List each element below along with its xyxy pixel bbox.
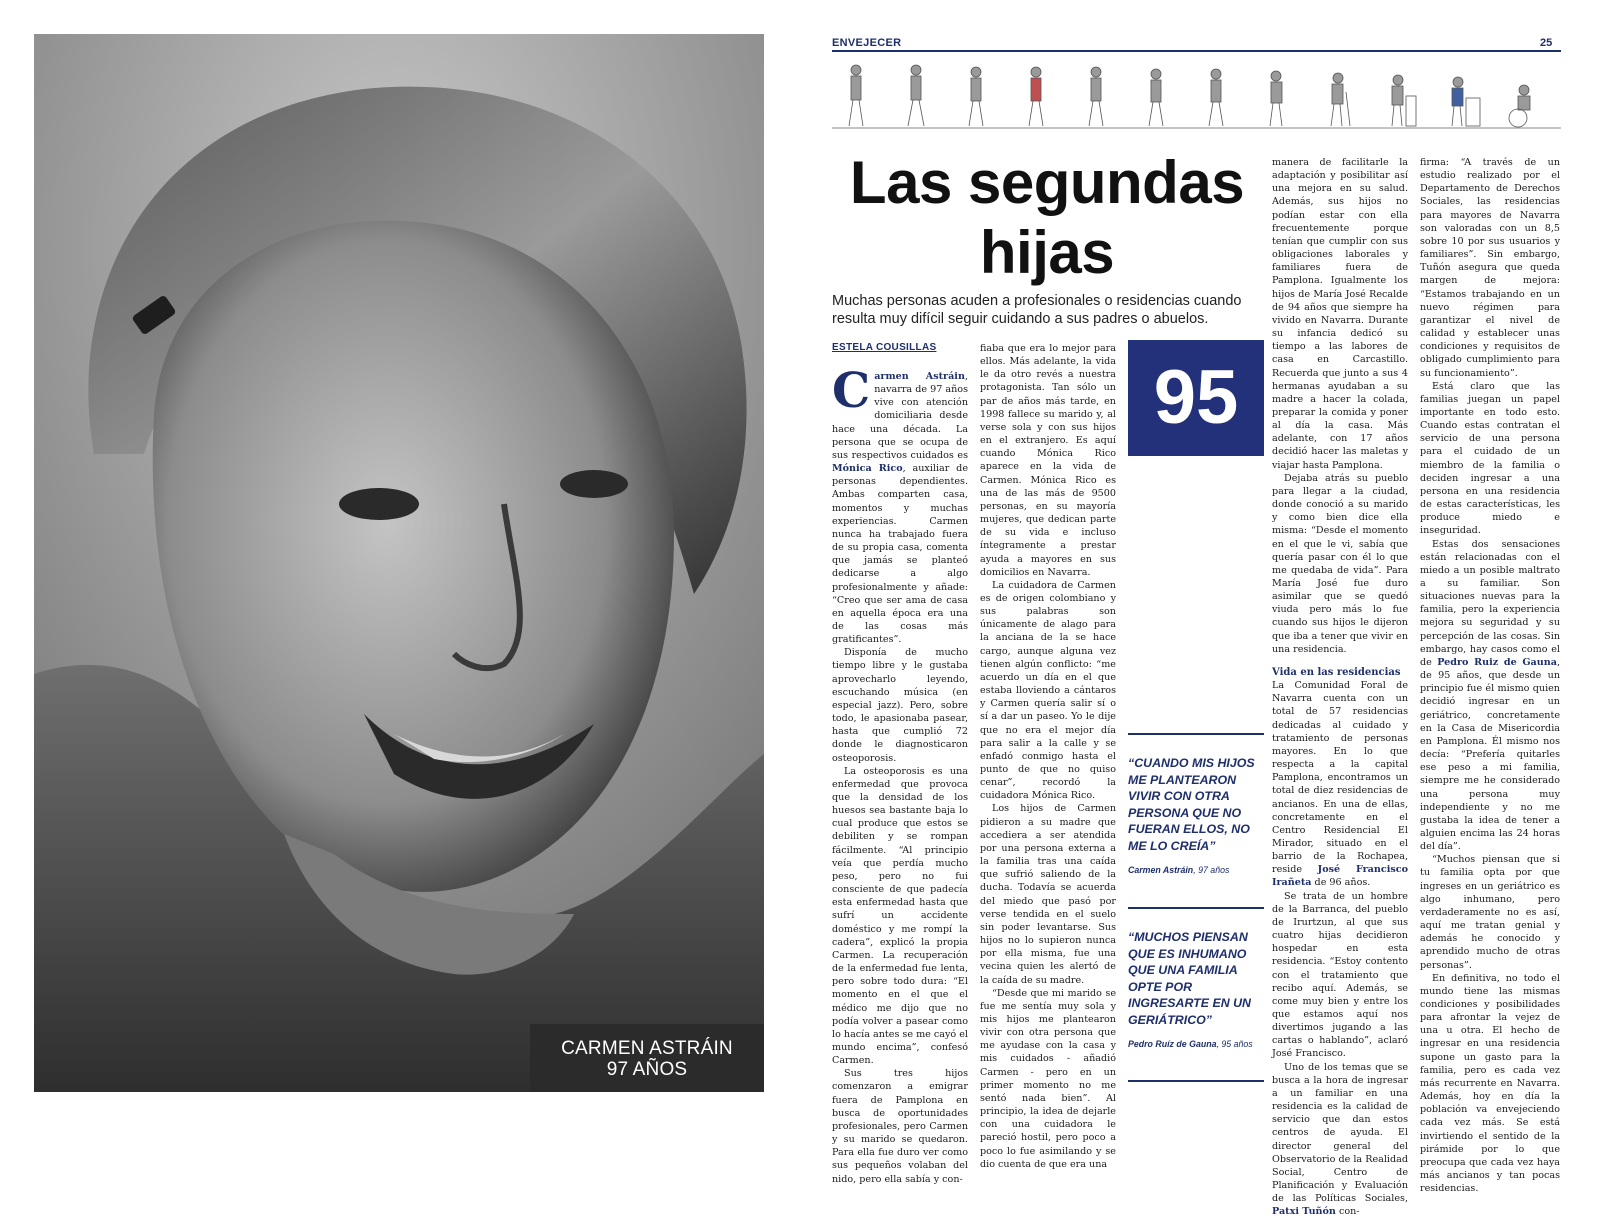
paragraph: En definitiva, no todo el mundo tiene las mismas condiciones y posibilidades para afrontar la vejez de una u otra. El hecho de ingresar en una residencia supone un gasto para la familia, pero es cada vez más recurrente en Navarra. Además, hoy en día la población va envejeciendo cada vez más. Se está invirtiendo el sentido de la pirámide por lo que preocupa que cada vez haya más ancianos y tan pocas residencias. — [1420, 972, 1560, 1195]
article-subtitle: Muchas personas acuden a profesionales o residencias cuando resulta muy difícil seguir cuidando a sus padres o abuelos. — [832, 293, 1242, 327]
paragraph — [1272, 679, 1408, 890]
pull-quote-age: , 97 años — [1193, 864, 1230, 875]
pull-quote-attribution — [1128, 865, 1264, 875]
portrait-photo — [34, 34, 764, 1092]
paragraph: Los hijos de Carmen pidieron a su madre que accediera a ser atendida por una persona externa a la familia tras una caída que sufrió saliendo de la ducha. Todavía se acuerda del miedo que pasó por verse tendida en el suelo sin poder levantarse. Sus hijos no lo supieron nunca por ella misma, fue una vecina quien les alertó de la caída de su madre. — [980, 803, 1116, 986]
person-name: José Francisco Irañeta — [1272, 864, 1408, 889]
pull-quote — [1128, 907, 1264, 1077]
paragraph: “Desde que mi marido se fue me sentía muy sola y mis hijos me plantearon vivir con otra persona que me ayudase con la casa y mis cuidados - añadió Carmen - pero en un primer momento no me sentó nada bien”. Al principio, la idea de dejarle con una cuidadora le pareció hostil, pero poco a poco lo fue asimilando y se dio cuenta de que era una — [980, 987, 1116, 1170]
text-run: Estas dos sensaciones están relacionadas con el miedo a un posible maltrato a su familiar. Son situaciones nuevas para la familia, pero la experiencia mejora su seguridad y su percepción de las cosas. Sin embargo, hay casos como el de — [1420, 538, 1560, 668]
pull-quote-author: Carmen Astráin — [1128, 864, 1194, 875]
pull-quote — [1128, 733, 1264, 893]
byline: ESTELA COUSILLAS — [832, 342, 937, 353]
text-run: Uno de los temas que se busca a la hora de ingresar a un familiar en una residencia es la calidad de servicio que dan estos centros de ayuda. El director general del Observatorio de la Realidad Social, Centro de Planificación y Evaluación de las Políticas Sociales, — [1272, 1061, 1408, 1205]
text-run: , de 95 años, que desde un principio fue él mismo quien decidió ingresar en un geriátrico, concretamente en la Casa de Misericordia en Pamplona. Él mismo nos decía: “Prefería quitarles ese peso a mi familia, siempre me he considerado una persona muy independiente y no me gustaba la idea de tener a alguien encima las 24 horas del día”. — [1420, 656, 1560, 853]
page-number: 25 — [1540, 37, 1553, 49]
paragraph: Dejaba atrás su pueblo para llegar a la ciudad, donde conoció a su marido y como bien dice ella misma: “Desde el momento en el que le vi, sabía que quería pasar con él lo que me quedaba de vida”. Para María José fue duro asimilar que se quedó viuda pero más lo fue cuando sus hijos le dijeron que iba a tener que vivir en una residencia. — [1272, 472, 1408, 655]
paragraph — [832, 363, 968, 646]
drop-cap: C — [832, 363, 871, 419]
person-name: Pedro Ruiz de Gauna — [1437, 656, 1557, 668]
paragraph: Disponía de mucho tiempo libre y le gustaba aprovecharlo leyendo, escuchando música (en especial jazz). Pero, sobre todo, le apasionaba pasear, hasta que cumplió 72 donde le diagnosticaron osteoporosis. — [832, 647, 968, 764]
paragraph: firma: “A través de un estudio realizado por el Departamento de Derechos Sociales, las residencias para mayores de Navarra son valoradas con un 8,5 sobre 10 por sus usuarios y familiares”. Sin embargo, Tuñón asegura que queda margen de mejora: “Estamos trabajando en un nuevo régimen para garantizar el nivel de calidad y establecer unas condiciones y requisitos de obligado cumplimiento para su funcionamiento”. — [1420, 157, 1560, 379]
pull-quote-text: “CUANDO MIS HIJOS ME PLANTEARON VIVIR CON OTRA PERSONA QUE NO FUERAN ELLOS, NO ME LO CREÍA” — [1128, 756, 1255, 853]
paragraph: manera de facilitarle la adaptación y posibilitar así una mejora en su salud. Además, sus hijos no podían estar con ella frecuentemente porque tenían que cumplir con sus obligaciones laborales y familiares fuera de Pamplona. Igualmente los hijos de María José Recalde de 94 años que siempre ha vivido en Navarra. Durante su infancia dedicó su tiempo a las labores de casa en Carcastillo. Recuerda que junto a sus 4 hermanas ayudaban a su madre a hacer la colada, preparar la comida y poner al día la casa. Más adelante, con 17 años decidió hacer las maletas y viajar hasta Pamplona. — [1272, 157, 1408, 471]
article-column-4 — [1272, 156, 1408, 1218]
text-run: con- — [1335, 1206, 1360, 1218]
big-number-box: 95 — [1128, 340, 1264, 456]
article-headline: Las segundas hijas — [849, 149, 1245, 286]
pull-quote-attribution — [1128, 1039, 1264, 1049]
pull-quote-age: , 95 años — [1216, 1038, 1253, 1049]
paragraph: Se trata de un hombre de la Barranca, del pueblo de Irurtzun, al que sus cuatro hijas decidieron hospedar en esta residencia. “Estoy contento con el tratamiento que recibo aquí. Además, se come muy bien y entre los que estamos aquí nos divertimos jugando a las cartas o hablando”, aclaró José Francisco. — [1272, 890, 1408, 1060]
photo-caption — [530, 1024, 764, 1092]
person-name: armen Astráin — [874, 371, 965, 382]
caption-name: CARMEN ASTRÁIN — [561, 1038, 733, 1059]
article-column-1 — [832, 363, 968, 1185]
header-rule — [832, 50, 1561, 52]
portrait-illustration — [34, 34, 764, 1092]
aging-walkers-illustration — [832, 56, 1561, 136]
text-run: , auxiliar de personas dependientes. Ambas comparten casa, momentos y muchas experiencias. Carmen nunca ha trabajado fuera de su propia casa, comenta que jamás se planteó dedicarse a algo profesionalmente y añade: “Creo que ser ama de casa en aquella época era una de las cosas más gratificantes”. — [832, 463, 968, 646]
paragraph: “Muchos piensan que si tu familia opta por que ingreses en un geriátrico es algo inhumano, pero verdaderamente no es así, aquí me tratan genial y además he conocido y aprendido mucho de otras personas”. — [1420, 854, 1560, 971]
paragraph: Sus tres hijos comenzaron a emigrar fuera de Pamplona en busca de oportunidades profesionales, pero Carmen y su marido se quedaron. Para ella fue duro ver como sus pequeños volaban del nido, pero ella sabía y con- — [832, 1068, 968, 1185]
paragraph — [1272, 1061, 1408, 1219]
paragraph: La osteoporosis es una enfermedad que provoca que la densidad de los huesos sea bastante baja lo cual produce que estos se debiliten y se rompan fácilmente. “Al principio veía que perdía mucho peso, pero no fui consciente de que padecía esta enfermedad hasta que sufrí un accidente doméstico y me rompí la cadera”, explicó la propia Carmen. La recuperación de la enfermedad fue lenta, pero sobre todo dura: “El momento en el que el médico me dijo que no podía volver a pasear como lo hacía antes se me cayó el mundo encima”, confesó Carmen. — [832, 765, 968, 1067]
text-run: La Comunidad Foral de Navarra cuenta con un total de 57 residencias dedicadas al cuidado y tratamiento de personas mayores. En lo que respecta a la capital Pamplona, encontramos un total de diez residencias de ancianos. En una de ellas, concretamente en el Centro Residencial El Mirador, situado en el barrio de la Rochapea, reside — [1272, 680, 1408, 876]
pull-quote-text: “MUCHOS PIENSAN QUE ES INHUMANO QUE UNA FAMILIA OPTE POR INGRESARTE EN UN GERIÁTRICO” — [1128, 930, 1252, 1027]
caption-age: 97 AÑOS — [606, 1059, 688, 1080]
quote-rule — [1128, 1080, 1264, 1082]
text-run: , navarra de 97 años vive con atención domiciliaria desde hace una década. La persona que se ocupa de sus respectivos cuidados es — [832, 371, 968, 461]
person-name: Mónica Rico — [832, 463, 903, 475]
article-column-5 — [1420, 156, 1560, 1195]
article-column-2 — [980, 342, 1116, 1170]
text-run: de 96 años. — [1311, 877, 1371, 889]
section-subheading: Vida en las residencias — [1272, 666, 1401, 678]
paragraph: fiaba que era lo mejor para ellos. Más adelante, la vida le da otro revés a nuestra protagonista. Tan sólo un par de años más tarde, en 1998 fallece su marido y, al verse sola y con sus hijos en el extranjero. Es aquí cuando Mónica Rico aparece en la vida de Carmen. Mónica Rico es una de las más de 9500 personas, en su mayoría mujeres, que dedican parte de su vida e incluso íntegramente a prestar ayuda a mayores en sus domicilios en Navarra. — [980, 343, 1116, 578]
pull-quote-author: Pedro Ruíz de Gauna — [1128, 1038, 1217, 1049]
paragraph: Está claro que las familias juegan un papel importante en todo esto. Cuando estas contratan el servicio de una persona para el cuidado de un miembro de la familia o deciden ingresar a una persona en una residencia de estas características, les produce miedo e inseguridad. — [1420, 380, 1560, 537]
section-title: ENVEJECER — [832, 37, 902, 49]
paragraph — [1420, 538, 1560, 854]
paragraph: La cuidadora de Carmen es de origen colombiano y sus palabras son únicamente de alago para la anciana de la se hace cargo, aunque alguna vez tienen algún conflicto: “me acuerdo un día en el que estaba lloviendo a cántaros y Carmen quería salir sí o sí a dar un paseo. Yo le dije que no era el mejor día para salir a la calle y se enfadó conmigo hasta el punto de que no quiso cenar”, recordó la cuidadora Mónica Rico. — [980, 579, 1116, 802]
person-name: Patxi Tuñón — [1272, 1206, 1336, 1218]
